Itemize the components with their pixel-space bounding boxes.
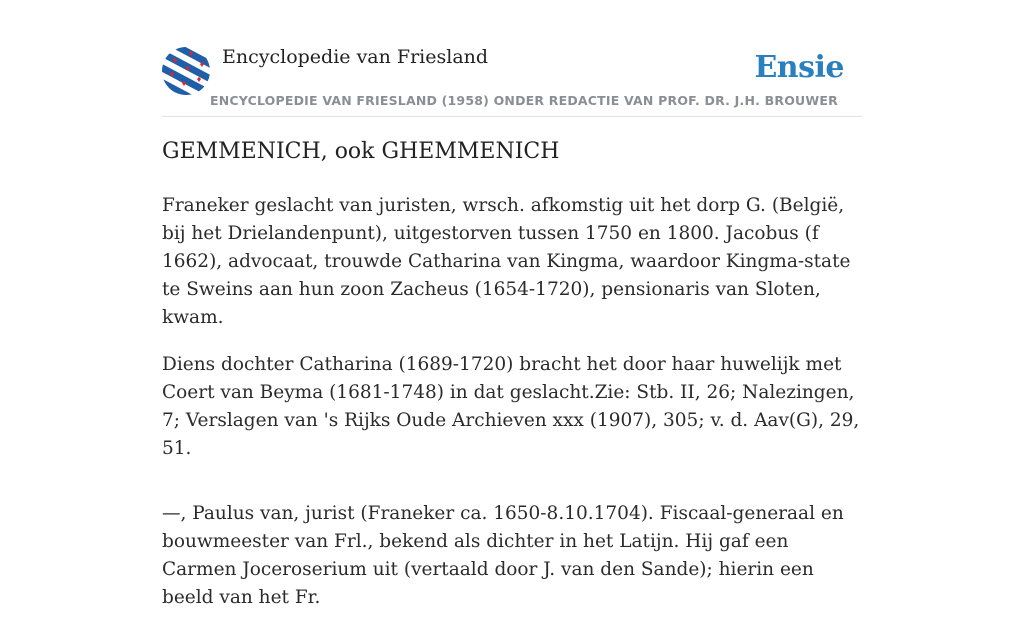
ensie-logo-link[interactable]: Ensie — [754, 50, 844, 85]
frisian-flag-icon[interactable] — [162, 47, 210, 95]
page — [162, 0, 862, 608]
site-title[interactable]: Encyclopedie van Friesland — [222, 46, 489, 68]
entry-paragraph: —, Paulus van, jurist (Franeker ca. 1650-8.10.1704). Fiscaal-generaal en bouwmeester van Frl., bekend als dichter in het Latijn. Hij gaf een Carmen Joceroserium uit (vertaald door J. van den Sande); hierin een beeld van het Fr. — [162, 503, 844, 608]
site-subtitle: ENCYCLOPEDIE VAN FRIESLAND (1958) ONDER REDACTIE VAN PROF. DR. J.H. BROUWER — [210, 93, 838, 108]
site-header — [162, 0, 862, 117]
entry-content — [162, 192, 862, 631]
entry-title: GEMMENICH, ook GHEMMENICH — [162, 139, 560, 164]
entry-paragraph: Franeker geslacht van juristen, wrsch. afkomstig uit het dorp G. (België, bij het Drielandenpunt), uitgestorven tussen 1750 en 1800. Jacobus (f 1662), advocaat, trouwde Catharina van Kingma, waardoor Kingma-state te Sweins aan hun zoon Zacheus (1654-1720), pensionaris van Sloten, kwam. — [162, 195, 851, 328]
entry-paragraph: Diens dochter Catharina (1689-1720) bracht het door haar huwelijk met Coert van Beyma (1681-1748) in dat geslacht.Zie: Stb. II, 26; Nalezingen, 7; Verslagen van 's Rijks Oude Archieven xxx (1907), 305; v. d. Aav(G), 29, 51. — [162, 354, 860, 459]
